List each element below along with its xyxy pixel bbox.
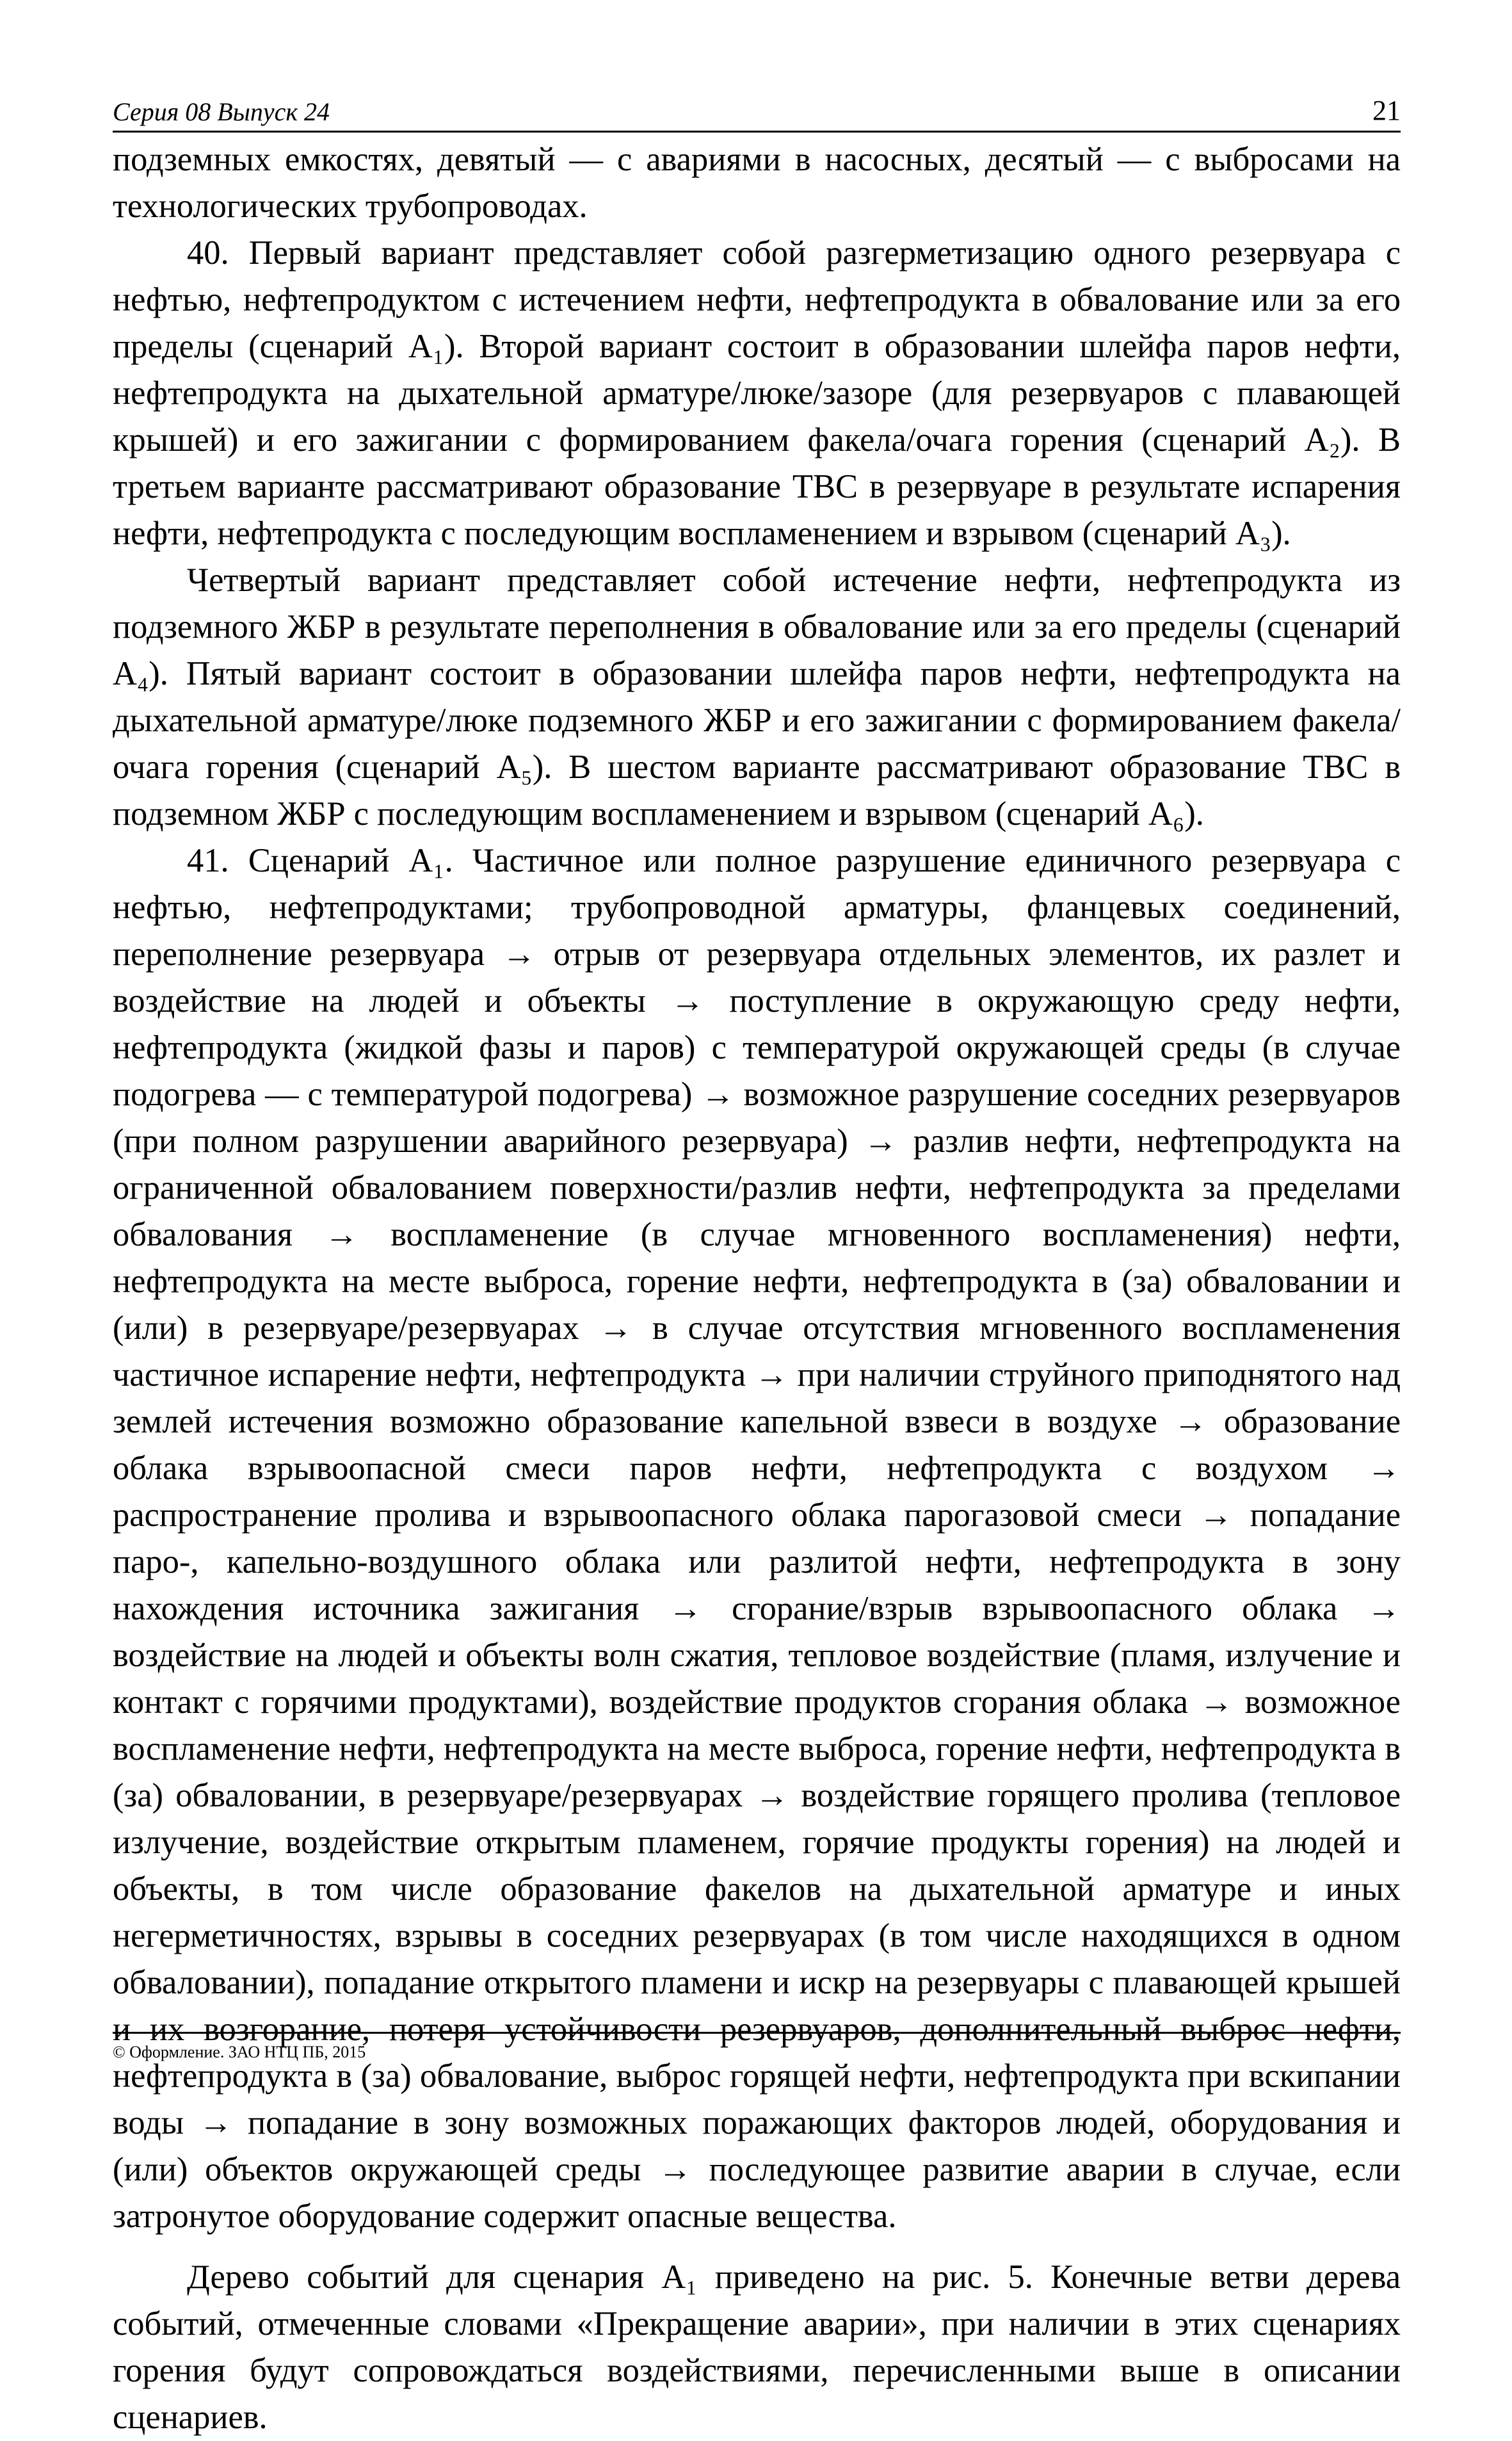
paragraph-event-tree: Дерево событий для сценария А₁ приведено на рис. 5. Конечные ветви дерева событий, отмеченные словами «Прекращение аварии», при наличии в этих сценариях горения будут сопровождаться воздействиями, перечисленными выше в описании сценариев. (113, 2259, 1401, 2436)
document-page (113, 90, 1401, 2441)
page-number: 21 (1372, 95, 1401, 126)
running-header (113, 90, 1401, 133)
paragraph-variants-4-6: Четвертый вариант представляет собой истечение нефти, нефтепродукта из подземного ЖБР в результате переполнения в обвалование или за его пределы (сценарий А₄). Пятый вариант состоит в образовании шлейфа паров нефти, нефтепродукта на дыхательной арматуре/люке подземного ЖБР и его зажигании с формированием факела/очага горения (сценарий А₅). В шестом варианте рассматривают образование ТВС в подземном ЖБР с последующим воспламенением и взрывом (сценарий А₆). (113, 562, 1401, 832)
series-title: Серия 08 Выпуск 24 (113, 97, 330, 126)
paragraph-continuation: подземных емкостях, девятый — с авариями в насосных, десятый — с выбросами на технологических трубопроводах. (113, 141, 1401, 225)
paragraph-41: 41. Сценарий А₁. Частичное или полное разрушение единичного резервуара с нефтью, нефтепродуктами; трубопроводной арматуры, фланцевых соединений, переполнение резервуара → отрыв от резервуара отдельных элементов, их разлет и воздействие на людей и объекты → поступление в окружающую среду нефти, нефтепродукта (жидкой фазы и паров) с температурой окружающей среды (в случае подогрева — с температурой подогрева) → возможное разрушение соседних резервуаров (при полном разрушении аварийного резервуара) → разлив нефти, нефтепродукта на ограниченной обвалованием поверхности/разлив нефти, нефтепродукта за пределами обвалования → воспламенение (в случае мгновенного воспламенения) нефти, нефтепродукта на месте выброса, горение нефти, нефтепродукта в (за) обваловании и (или) в резервуаре/резервуарах → в случае отсутствия мгновенного воспламенения частичное испарение нефти, нефтепродукта → при наличии струйного приподнятого над землей истечения возможно образование капельной взвеси в воздухе → образование облака взрывоопасной смеси паров нефти, нефтепродукта с воздухом → распространение пролива и взрывоопасного облака парогазовой смеси → попадание паро-, капельно-воздушного облака или разлитой нефти, нефтепродукта в зону нахождения источника зажигания → сгорание/взрыв взрывоопасного облака → воздействие на людей и объекты волн сжатия, тепловое воздействие (пламя, излучение и контакт с горячими продуктами), воздействие продуктов сгорания облака → возможное воспламенение нефти, нефтепродукта на месте выброса, горение нефти, нефтепродукта в (за) обваловании, в резервуаре/резервуарах → воздействие горящего пролива (тепловое излучение, воздействие открытым пламенем, горячие продукты горения) на людей и объекты, в том числе образование факелов на дыхательной арматуре и иных негерметичностях, взрывы в соседних резервуарах (в том числе находящихся в одном обваловании), попадание открытого пламени и искр на резервуары с плавающей крышей и их возгорание, потеря устойчивости резервуаров, дополнительный выброс нефти, нефтепродукта в (за) обвалование, выброс горящей нефти, нефтепродукта при вскипании воды → попадание в зону возможных поражающих факторов людей, оборудования и (или) объектов окружающей среды → последующее развитие аварии в случае, если затронутое оборудование содержит опасные вещества. (113, 842, 1401, 2235)
footer (113, 2032, 1401, 2062)
body-text (113, 136, 1401, 2441)
copyright-note: © Оформление. ЗАО НТЦ ПБ, 2015 (113, 2043, 366, 2061)
paragraph-40: 40. Первый вариант представляет собой разгерметизацию одного резервуара с нефтью, нефтепродуктом с истечением нефти, нефтепродукта в обвалование или за его пределы (сценарий А₁). Второй вариант состоит в образовании шлейфа паров нефти, нефтепродукта на дыхательной арматуре/люке/зазоре (для резервуаров с плавающей крышей) и его зажигании с формированием факела/очага горения (сценарий А₂). В третьем варианте рассматривают образование ТВС в резервуаре в результате испарения нефти, нефтепродукта с последующим воспламенением и взрывом (сценарий А₃). (113, 234, 1401, 552)
